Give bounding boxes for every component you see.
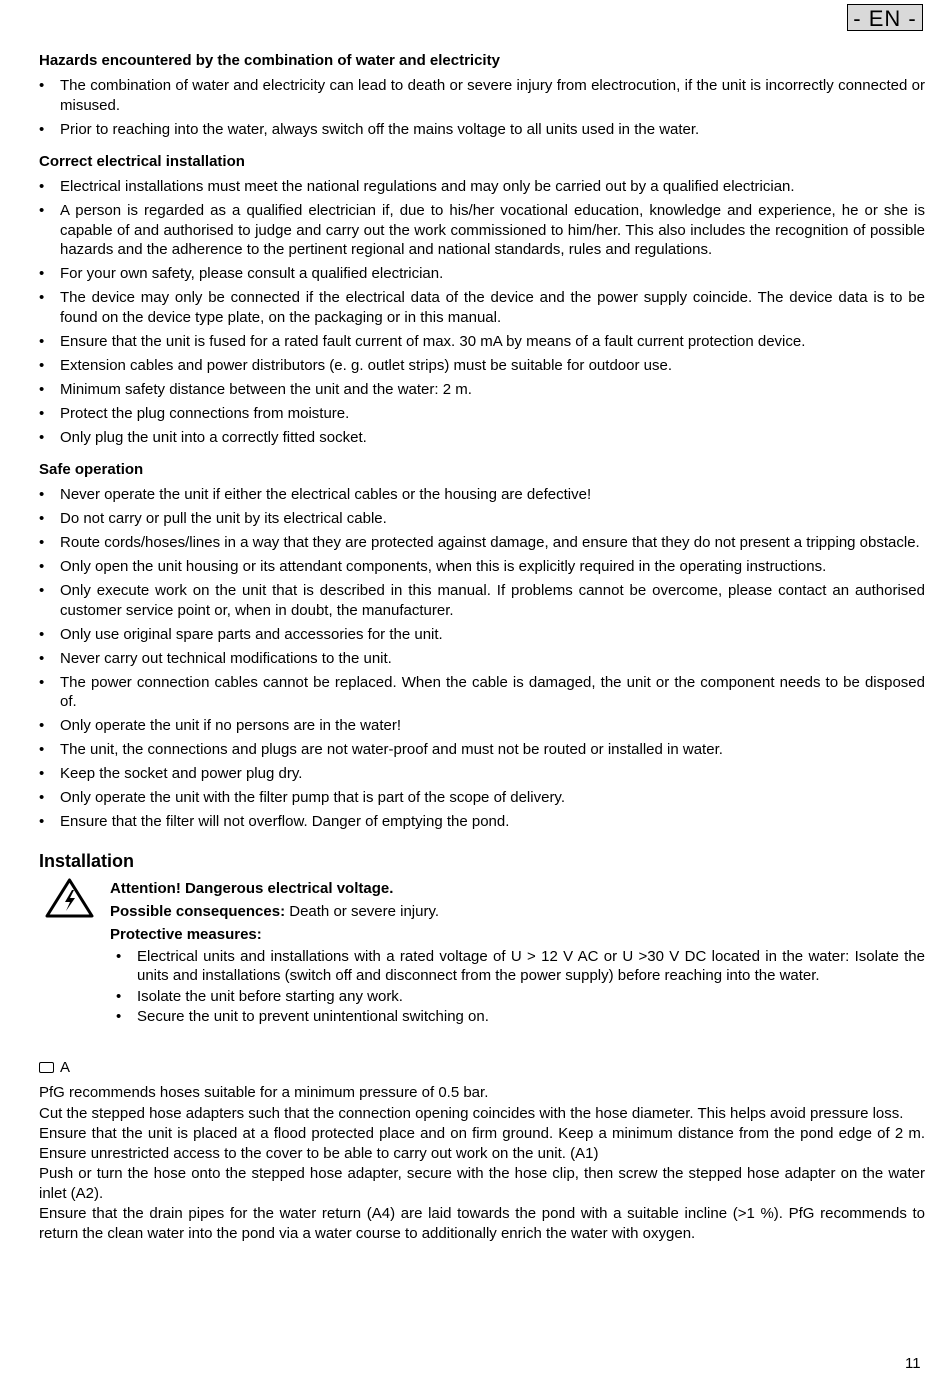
list-item: • Keep the socket and power plug dry.	[39, 764, 925, 784]
list-item: • The power connection cables cannot be replaced. When the cable is damaged, the unit or the component needs to be disposed of.	[39, 673, 925, 712]
figure-icon	[39, 1062, 54, 1073]
list-item: • Only operate the unit with the filter pump that is part of the scope of delivery.	[39, 788, 925, 808]
warning-attention: Attention! Dangerous electrical voltage.	[110, 879, 394, 897]
list-item: • Only operate the unit if no persons are in the water!	[39, 716, 925, 736]
safe-operation-list	[39, 485, 925, 832]
hazards-list	[39, 76, 925, 139]
installation-paragraph: Ensure that the unit is placed at a flood protected place and on firm ground. Keep a minimum distance from the pond edge of 2 m. Ensure unrestricted access to the cover to be able to carry out work on the unit. (A1)	[39, 1125, 925, 1162]
figure-reference	[39, 1058, 925, 1078]
list-item: • A person is regarded as a qualified electrician if, due to his/her vocational education, knowledge and experience, he or she is capable of and authorised to judge and carry out the work commissioned to him/her. This also includes the recognition of possible hazards and the adherence to the pertinent regional and national standards, rules and regulations.	[39, 201, 925, 260]
list-item: • Secure the unit to prevent unintentional switching on.	[116, 1007, 925, 1027]
installation-paragraph: PfG recommends hoses suitable for a minimum pressure of 0.5 bar.	[39, 1084, 489, 1101]
list-item: • Do not carry or pull the unit by its electrical cable.	[39, 509, 925, 529]
page-content	[39, 51, 925, 1244]
list-item: • Only execute work on the unit that is described in this manual. If problems cannot be overcome, please contact an authorised customer service point or, when in doubt, the manufacturer.	[39, 581, 925, 620]
list-item: • Electrical units and installations with a rated voltage of U > 12 V AC or U >30 V DC located in the water: Isolate the units and installations (switch off and disconnect from the power supply) before reaching into the water.	[116, 947, 925, 986]
list-item: • For your own safety, please consult a qualified electrician.	[39, 264, 925, 284]
list-item: • Never carry out technical modifications to the unit.	[39, 649, 925, 669]
installation-paragraph: Cut the stepped hose adapters such that the connection opening coincides with the hose diameter. This helps avoid pressure loss.	[39, 1104, 904, 1122]
section-heading-safe-operation: Safe operation	[39, 461, 144, 478]
list-item: • Minimum safety distance between the unit and the water: 2 m.	[39, 380, 925, 400]
list-item: • Route cords/hoses/lines in a way that they are protected against damage, and ensure that they do not present a tripping obstacle.	[39, 533, 925, 553]
installation-title: Installation	[39, 850, 135, 871]
section-heading-electrical: Correct electrical installation	[39, 153, 245, 170]
language-badge: - EN -	[847, 4, 923, 31]
electrical-hazard-icon	[45, 878, 94, 918]
page-number: 11	[905, 1355, 921, 1372]
warning-text	[110, 878, 925, 1040]
list-item: • Only open the unit housing or its attendant components, when this is explicitly required in the operating instructions.	[39, 557, 925, 577]
measures-list	[116, 947, 925, 1027]
list-item: • Isolate the unit before starting any work.	[116, 987, 925, 1007]
list-item: • Protect the plug connections from moisture.	[39, 404, 925, 424]
list-item: • Ensure that the unit is fused for a rated fault current of max. 30 mA by means of a fault current protection device.	[39, 332, 925, 352]
electrical-list	[39, 177, 925, 447]
consequences-label: Possible consequences:	[110, 902, 286, 920]
installation-paragraph: Push or turn the hose onto the stepped hose adapter, secure with the hose clip, then screw the stepped hose adapter on the water inlet (A2).	[39, 1165, 925, 1202]
list-item: • Never operate the unit if either the electrical cables or the housing are defective!	[39, 485, 925, 505]
measures-label: Protective measures:	[110, 925, 262, 943]
figure-reference-label: A	[60, 1058, 71, 1076]
list-item: • Only use original spare parts and accessories for the unit.	[39, 625, 925, 645]
list-item: • Prior to reaching into the water, always switch off the mains voltage to all units used in the water.	[39, 120, 925, 140]
list-item: • Ensure that the filter will not overflow. Danger of emptying the pond.	[39, 812, 925, 832]
list-item: • The device may only be connected if the electrical data of the device and the power supply coincide. The device data is to be found on the device type plate, on the packaging or in this manual.	[39, 288, 925, 327]
list-item: • The combination of water and electricity can lead to death or severe injury from electrocution, if the unit is incorrectly connected or misused.	[39, 76, 925, 115]
list-item: • The unit, the connections and plugs are not water-proof and must not be routed or installed in water.	[39, 740, 925, 760]
consequences-text: Death or severe injury.	[285, 902, 440, 920]
section-heading-hazards: Hazards encountered by the combination of water and electricity	[39, 52, 500, 69]
list-item: • Only plug the unit into a correctly fitted socket.	[39, 428, 925, 448]
list-item: • Extension cables and power distributors (e. g. outlet strips) must be suitable for outdoor use.	[39, 356, 925, 376]
warning-block	[39, 878, 925, 1040]
list-item: • Electrical installations must meet the national regulations and may only be carried out by a qualified electrician.	[39, 177, 925, 197]
installation-paragraph: Ensure that the drain pipes for the water return (A4) are laid towards the pond with a suitable incline (>1 %). PfG recommends to return the clean water into the pond via a water course to additionally enrich the water with oxygen.	[39, 1205, 925, 1242]
